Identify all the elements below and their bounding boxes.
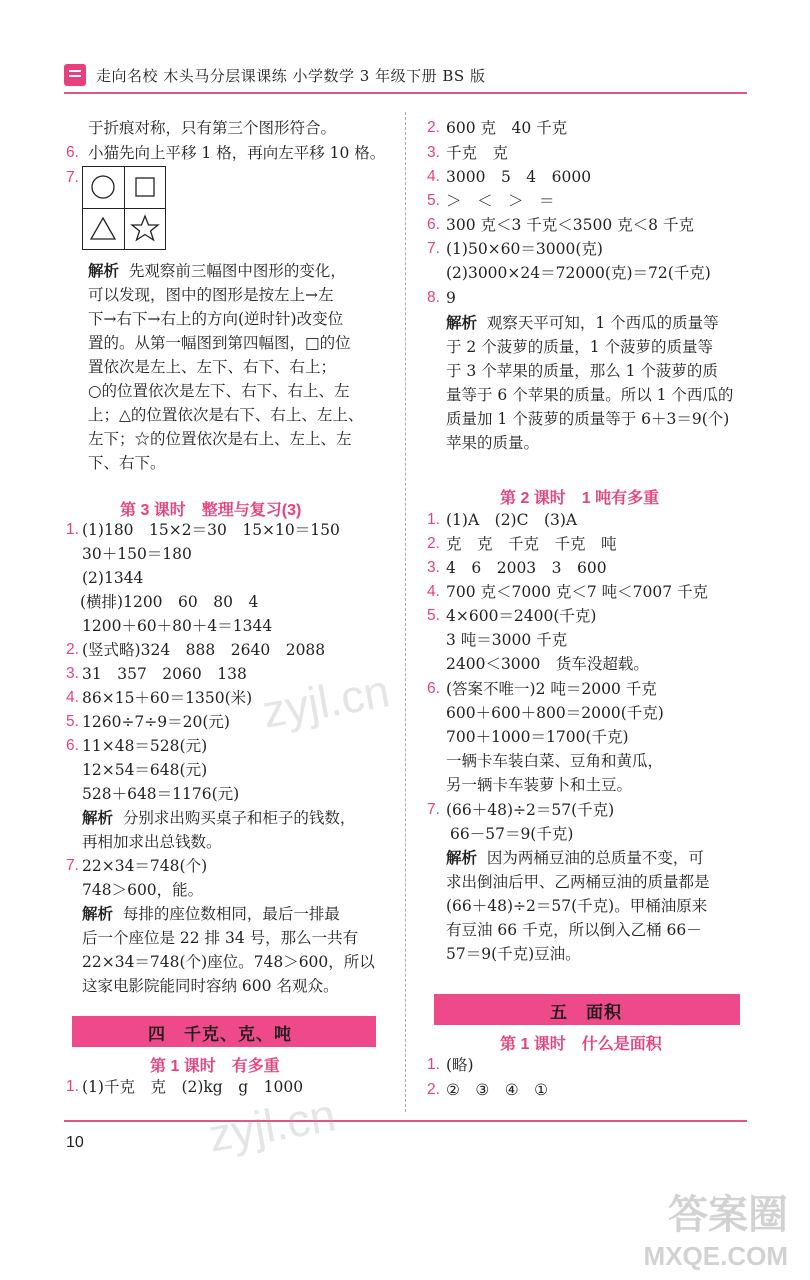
item-number: 6. <box>66 737 79 754</box>
analysis-text: 分别求出购买桌子和柜子的钱数， <box>122 809 356 827</box>
lesson-heading: 第 3 课时 整理与复习(3) <box>120 502 302 519</box>
chapter-title: 四 千克、克、吨 <box>148 1025 292 1044</box>
item-number: 7. <box>427 240 440 257</box>
answer-line: 66－57＝9(千克) <box>450 825 574 843</box>
item-number: 1. <box>427 1056 440 1073</box>
item-number: 6. <box>427 216 440 233</box>
analysis-line: 置依次是左上、左下、右下、右上； <box>88 358 337 376</box>
analysis-text: 因为两桶豆油的总质量不变，可 <box>486 849 704 867</box>
answer-line: (竖式略)324 888 2640 2088 <box>82 641 326 659</box>
page-header <box>64 62 747 88</box>
answer-line: 2400＜3000 货车没超载。 <box>446 655 649 673</box>
answer-line: 600＋600＋800＝2000(千克) <box>446 704 664 722</box>
page-number: 10 <box>66 1134 84 1151</box>
answer-line: 3000 5 4 6000 <box>446 168 592 186</box>
answer-line: (答案不唯一)2 吨＝2000 千克 <box>446 680 657 698</box>
answer-line: (66＋48)÷2＝57(千克) <box>446 801 615 819</box>
answer-line: 86×15＋60＝1350(米) <box>82 689 253 707</box>
analysis-text: 先观察前三幅图中图形的变化， <box>128 262 346 280</box>
star-shape-icon <box>125 209 166 250</box>
header-divider <box>64 92 747 94</box>
header-title: 走向名校 木头马分层课课练 小学数学 3 年级下册 BS 版 <box>96 67 486 85</box>
item-number: 6. <box>427 680 440 697</box>
lesson-heading: 第 1 课时 什么是面积 <box>500 1036 662 1053</box>
analysis-line: 于 2 个菠萝的质量，1 个菠萝的质量等 <box>446 338 714 356</box>
answer-line: 528＋648＝1176(元) <box>82 785 240 803</box>
analysis-label: 解析 <box>446 315 478 332</box>
answer-line: 千克 克 <box>446 144 509 162</box>
answer-line: (1)千克 克 (2)kg g 1000 <box>82 1078 304 1096</box>
watermark: zyjl.cn <box>258 664 394 738</box>
continued-text: 于折痕对称，只有第三个图形符合。 <box>88 119 337 137</box>
item-number: 2. <box>66 641 79 658</box>
analysis-label: 解析 <box>82 906 114 923</box>
analysis-label: 解析 <box>88 263 120 280</box>
answer-line: 600 克 40 千克 <box>446 119 568 137</box>
item-number: 3. <box>66 665 79 682</box>
book-logo-icon <box>64 64 86 86</box>
analysis-line: 质量加 1 个菠萝的质量等于 6＋3＝9(个) <box>446 410 730 428</box>
item-number: 4. <box>66 689 79 706</box>
analysis-line: 可以发现，图中的图形是按左上→左 <box>88 286 334 304</box>
item-number: 7. <box>66 169 79 186</box>
analysis-line: 上；△的位置依次是右下、右上、左上、 <box>88 406 364 424</box>
item-number: 7. <box>66 857 79 874</box>
answer-line: 700 克＜7000 克＜7 吨＜7007 千克 <box>446 583 709 601</box>
triangle-shape-icon <box>83 209 124 250</box>
analysis-line: 苹果的质量。 <box>446 434 540 452</box>
answer-line: 11×48＝528(元) <box>82 737 208 755</box>
answer-line: 4 6 2003 3 600 <box>446 559 607 577</box>
analysis-line <box>446 848 704 869</box>
answer-line: (横排)1200 60 80 4 <box>80 593 259 611</box>
analysis-line: ○的位置依次是左下、右下、右上、左 <box>88 382 350 400</box>
lesson-heading: 第 2 课时 1 吨有多重 <box>500 490 660 507</box>
item-number: 7. <box>427 801 440 818</box>
analysis-line <box>446 313 719 334</box>
analysis-line: 有豆油 66 千克，所以倒入乙桶 66－ <box>446 921 702 939</box>
item-number: 3. <box>427 559 440 576</box>
answer-line: 1200＋60＋80＋4＝1344 <box>82 617 273 635</box>
item-number: 6. <box>66 144 79 161</box>
analysis-line: 量等于 6 个苹果的质量。所以 1 个西瓜的 <box>446 386 734 404</box>
chapter-title: 五 面积 <box>550 1003 622 1022</box>
item-number: 4. <box>427 168 440 185</box>
shape-grid <box>82 166 166 250</box>
grid-cell <box>125 167 166 209</box>
item-number: 5. <box>66 713 79 730</box>
analysis-text: 观察天平可知，1 个西瓜的质量等 <box>486 314 719 332</box>
column-divider <box>405 112 406 1112</box>
answer-line: 3 吨＝3000 千克 <box>446 631 568 649</box>
answer-line: 700＋1000＝1700(千克) <box>446 728 629 746</box>
answer-line: (2)3000×24＝72000(克)＝72(千克) <box>446 264 711 282</box>
answer-line: 1260÷7÷9＝20(元) <box>82 713 230 731</box>
grid-cell <box>83 167 125 209</box>
analysis-line: (66＋48)÷2＝57(千克)。甲桶油原来 <box>446 897 708 915</box>
answer-line: 9 <box>446 289 456 307</box>
answer-line: 12×54＝648(元) <box>82 761 208 779</box>
analysis-line: 下→右下→右上的方向(逆时针)改变位 <box>88 310 344 328</box>
analysis-line: 57＝9(千克)豆油。 <box>446 945 581 963</box>
item-number: 8. <box>427 289 440 306</box>
item-number: 5. <box>427 607 440 624</box>
analysis-line: 22×34＝748(个)座位。748＞600，所以 <box>82 953 375 971</box>
answer-line: 一辆卡车装白菜、豆角和黄瓜， <box>446 752 664 770</box>
item-number: 1. <box>66 1078 79 1095</box>
answer-line: (略) <box>446 1056 474 1074</box>
item-number: 2. <box>427 1081 440 1098</box>
answer-line: 300 克＜3 千克＜3500 克＜8 千克 <box>446 216 694 234</box>
analysis-line: 于 3 个苹果的质量，那么 1 个菠萝的质 <box>446 362 718 380</box>
item-number: 1. <box>66 521 79 538</box>
answer-line: 克 克 千克 千克 吨 <box>446 535 617 553</box>
item-number: 5. <box>427 192 440 209</box>
analysis-line: 再相加求出总钱数。 <box>82 833 222 851</box>
item-number: 2. <box>427 119 440 136</box>
answer-line: ＞ ＜ ＞ ＝ <box>446 192 555 210</box>
answer-6: 小猫先向上平移 1 格，再向左平移 10 格。 <box>88 144 386 162</box>
circle-shape-icon <box>83 167 124 208</box>
square-shape-icon <box>125 167 166 208</box>
analysis-label: 解析 <box>82 810 114 827</box>
answer-line: 另一辆卡车装萝卜和土豆。 <box>446 776 633 794</box>
answer-line: 31 357 2060 138 <box>82 665 247 683</box>
analysis-line: 左下；☆的位置依次是右上、左上、左 <box>88 430 352 448</box>
analysis-line: 这家电影院能同时容纳 600 名观众。 <box>82 977 339 995</box>
analysis-line: 下、右下。 <box>88 454 166 472</box>
grid-cell <box>125 209 166 250</box>
answer-line: 748＞600，能。 <box>82 881 204 899</box>
answer-line: ② ③ ④ ① <box>446 1081 549 1099</box>
item-number: 1. <box>427 511 440 528</box>
watermark: zyjl.cn <box>204 1088 340 1162</box>
answer-line: (1)180 15×2＝30 15×10＝150 <box>82 521 340 539</box>
analysis-line <box>82 904 340 925</box>
answer-line: (1)50×60＝3000(克) <box>446 240 603 258</box>
watermark-logo: 答案圈 <box>668 1193 788 1237</box>
analysis-line: 求出倒油后甲、乙两桶豆油的质量都是 <box>446 873 710 891</box>
lesson-heading: 第 1 课时 有多重 <box>150 1058 280 1075</box>
analysis-line: 后一个座位是 22 排 34 号，那么一共有 <box>82 929 359 947</box>
analysis-line: 置的。从第一幅图到第四幅图，□的位 <box>88 334 351 352</box>
analysis-text: 每排的座位数相同，最后一排最 <box>122 905 340 923</box>
analysis-line <box>88 261 346 282</box>
answer-line: (1)A (2)C (3)A <box>446 511 578 529</box>
item-number: 4. <box>427 583 440 600</box>
footer-divider <box>64 1120 747 1122</box>
item-number: 3. <box>427 144 440 161</box>
answer-line: 4×600＝2400(千克) <box>446 607 597 625</box>
watermark-url: MXQE.COM <box>643 1241 788 1271</box>
answer-line: 22×34＝748(个) <box>82 857 208 875</box>
grid-cell <box>83 209 125 250</box>
item-number: 2. <box>427 535 440 552</box>
answer-line: 30＋150＝180 <box>82 545 192 563</box>
analysis-line <box>82 808 355 829</box>
analysis-label: 解析 <box>446 850 478 867</box>
answer-line: (2)1344 <box>82 569 144 587</box>
